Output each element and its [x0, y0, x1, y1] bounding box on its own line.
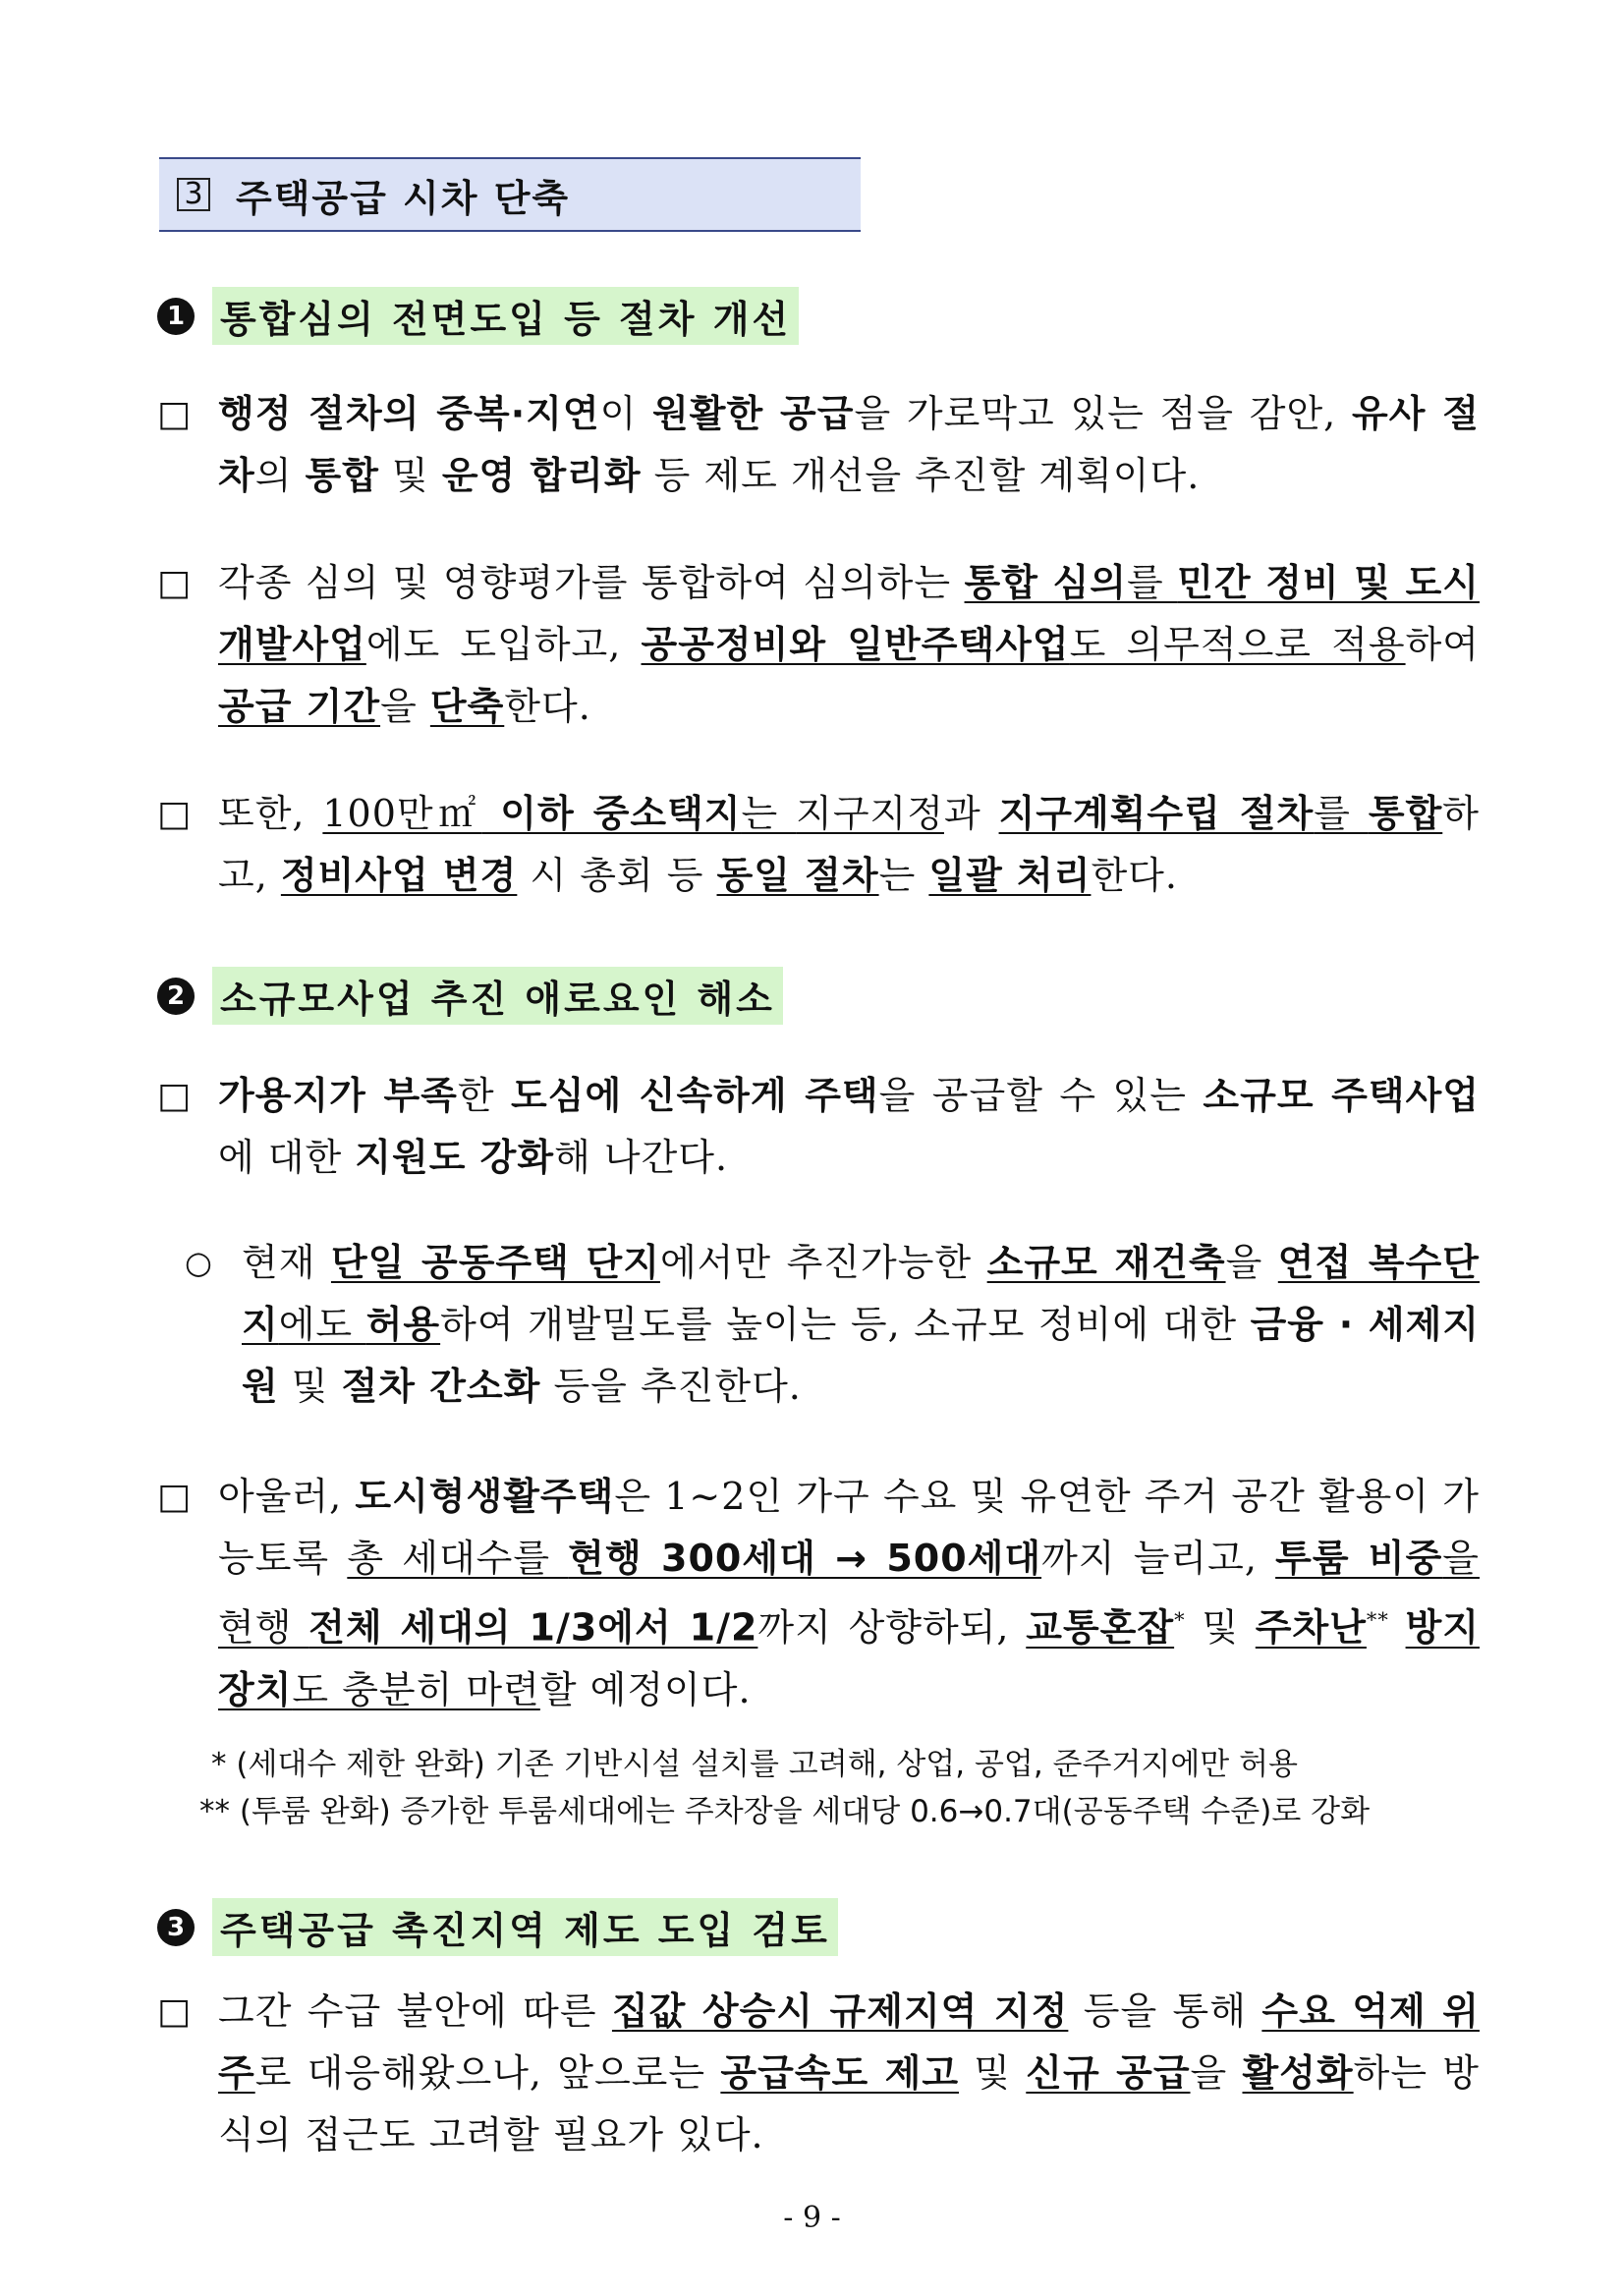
section-header: [159, 157, 861, 232]
paragraph-4: [157, 1065, 1480, 1189]
paragraph-body: 행정 절차의 중복·지연이 원활한 공급을 가로막고 있는 점을 감안, 유사 절차의 통합 및 운영 합리화 등 제도 개선을 추진할 계획이다.: [218, 392, 1480, 497]
footnote-2: ** (투룸 완화) 증가한 투룸세대에는 주차장을 세대당 0.6→0.7대(공동주택 수준)로 강화: [199, 1794, 1371, 1829]
subheading-1: [157, 287, 799, 345]
subheading-number: 3: [157, 1909, 195, 1946]
section-title: 주택공급 시차 단축: [236, 176, 571, 220]
subheading-text: 소규모사업 추진 애로요인 해소: [212, 967, 783, 1025]
page-number: - 9 -: [783, 2201, 841, 2235]
subheading-text: 통합심의 전면도입 등 절차 개선: [212, 287, 799, 345]
subheading-number: 1: [157, 298, 195, 335]
subheading-number: 2: [157, 978, 195, 1015]
paragraph-body: 현재 단일 공동주택 단지에서만 추진가능한 소규모 재건축을 연접 복수단지에도 허용하여 개발밀도를 높이는 등, 소규모 정비에 대한 금융 · 세제지원 및 절차 간소화 등을 추진한다.: [242, 1241, 1481, 1408]
circle-bullet: ○: [185, 1244, 212, 1281]
square-bullet: □: [157, 563, 192, 603]
square-bullet: □: [157, 1076, 192, 1116]
paragraph-2: [157, 552, 1480, 738]
paragraph-body: 각종 심의 및 영향평가를 통합하여 심의하는 통합 심의를 민간 정비 및 도시개발사업에도 도입하고, 공공정비와 일반주택사업도 의무적으로 적용하여 공급 기간을 단축한다.: [218, 561, 1480, 728]
sub-paragraph-1: [185, 1232, 1480, 1418]
subheading-3: [157, 1898, 838, 1956]
paragraph-body: 그간 수급 불안에 따른 집값 상승시 규제지역 지정 등을 통해 수요 억제 위주로 대응해왔으나, 앞으로는 공급속도 제고 및 신규 공급을 활성화하는 방식의 접근도 고려할 필요가 있다.: [218, 1989, 1481, 2156]
section-number: 3: [177, 178, 210, 211]
paragraph-3: [157, 783, 1480, 907]
paragraph-body: 또한, 100만㎡ 이하 중소택지는 지구지정과 지구계획수립 절차를 통합하고, 정비사업 변경 시 총회 등 동일 절차는 일괄 처리한다.: [218, 792, 1480, 897]
subheading-2: [157, 967, 783, 1025]
square-bullet: □: [157, 1477, 192, 1517]
square-bullet: □: [157, 794, 192, 834]
paragraph-body: 가용지가 부족한 도심에 신속하게 주택을 공급할 수 있는 소규모 주택사업에 대한 지원도 강화해 나간다.: [218, 1074, 1480, 1179]
square-bullet: □: [157, 394, 192, 434]
footnote-1: * (세대수 제한 완화) 기존 기반시설 설치를 고려해, 상업, 공업, 준주거지에만 허용: [211, 1747, 1298, 1782]
subheading-text: 주택공급 촉진지역 제도 도입 검토: [212, 1898, 838, 1956]
square-bullet: □: [157, 1991, 192, 2032]
paragraph-1: [157, 383, 1480, 507]
paragraph-body: 아울러, 도시형생활주택은 1~2인 가구 수요 및 유연한 주거 공간 활용이 가능토록 총 세대수를 현행 300세대 → 500세대까지 늘리고, 투룸 비중을 현행 전체 세대의 1/3에서 1/2까지 상향하되, 교통혼잡* 및 주차난** 방지 장치도 충분히 마련할 예정이다.: [218, 1475, 1481, 1711]
paragraph-5: [157, 1466, 1480, 1721]
paragraph-6: [157, 1981, 1480, 2166]
